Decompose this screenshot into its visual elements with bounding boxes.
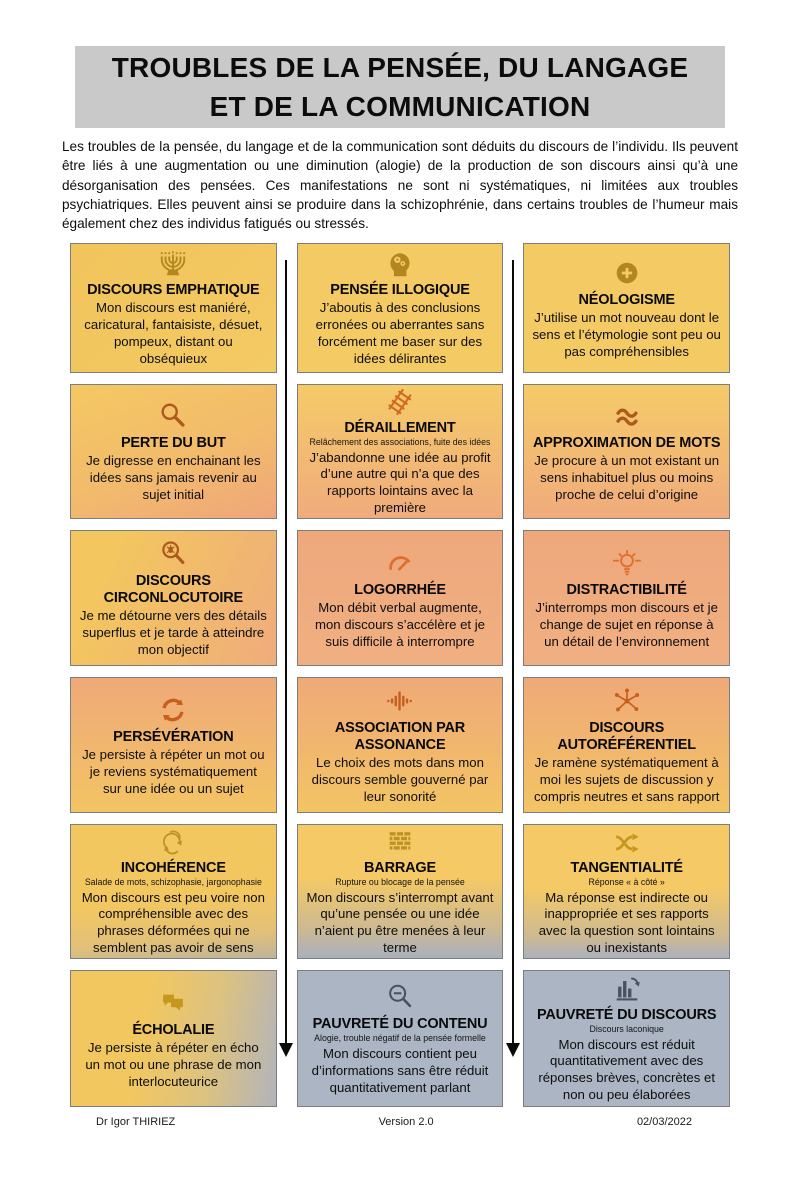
card-body: Je persiste à répéter un mot ou je reviens systématiquement sur une idée ou un sujet [82,746,265,796]
card-body: Mon discours est réduit quantitativement avec des réponses brèves, concrètes et non ou peu élaborées [538,1036,715,1103]
card-body: Mon débit verbal augmente, mon discours s’accélère et je suis difficile à interrompre [314,599,486,649]
footer-version: Version 2.0 [378,1116,434,1129]
card-body: J’interromps mon discours et je change de sujet en réponse à un détail de l’environnement [535,599,718,649]
card-title: APPROXIMATION DE MOTS [533,435,721,452]
card-discours-emphatique [70,243,277,373]
page-title-line2: ET DE LA COMMUNICATION [209,91,591,122]
card-body: J’utilise un mot nouveau dont le sens et l’étymologie sont peu ou pas compréhensibles [532,309,721,359]
magnifier-bug-icon [158,538,188,570]
card-association-par-assonance [297,677,504,813]
column-flow-arrow-left [285,260,288,1043]
card-logorrhee [297,530,504,666]
card-body: Je procure à un mot existant un sens inhabituel plus ou moins proche de celui d’origine [534,453,720,503]
card-pauvrete-du-discours [523,970,730,1107]
shuffle-arrows-icon [612,827,642,857]
card-title: DISCOURS CIRCONLOCUTOIRE [103,573,243,606]
card-body: J’abandonne une idée au profit d’une autre qui n’a que des rapports lointains avec la première [309,449,491,516]
card-incoherence [70,824,277,959]
card-title: DISCOURS AUTORÉFÉRENTIEL [557,720,696,753]
speech-bubbles-icon [158,987,188,1019]
card-title: ÉCHOLALIE [132,1022,215,1039]
card-subtitle: Salade de mots, schizophasie, jargonophasie [84,877,262,888]
card-subtitle: Rupture ou blocage de la pensée [335,877,465,888]
footer [70,1116,730,1128]
card-title: PERTE DU BUT [120,435,226,452]
card-tangentialite [523,824,730,959]
sync-arrows-icon [158,694,188,726]
card-pensee-illogique [297,243,504,373]
card-body: Mon discours est peu voire non compréhensible avec des phrases déformées qui ne semblent pas avoir de sens [81,889,265,956]
cards-grid-wrap [70,243,730,1107]
magnifier-minus-icon [385,981,415,1013]
head-gears-icon [385,249,415,279]
card-title: DÉRAILLEMENT [344,419,456,436]
card-body: Je persiste à répéter en écho un mot ou une phrase de mon interlocuteurice [85,1040,262,1090]
title-banner [75,46,725,128]
card-body: Je ramène systématiquement à moi les sujets de discussion y compris neutres et sans rapport [533,754,720,804]
card-title: PERSÉVÉRATION [113,728,234,745]
card-pauvrete-du-contenu [297,970,504,1107]
card-deraillement [297,384,504,519]
card-subtitle: Relâchement des associations, fuite des idées [309,437,491,448]
card-perseveration [70,677,277,813]
card-title: BARRAGE [364,859,436,876]
page-title-line1: TROUBLES DE LA PENSÉE, DU LANGAGE [111,52,689,83]
brick-wall-icon [385,827,415,857]
card-subtitle: Discours laconique [589,1024,664,1035]
card-title: TANGENTIALITÉ [570,859,683,876]
railroad-icon [385,387,415,417]
card-neologisme [523,243,730,373]
card-body: Le choix des mots dans mon discours semble gouverné par leur sonorité [311,754,489,804]
card-body: J’aboutis à des conclusions erronées ou aberrantes sans forcément me baser sur des idées délirantes [315,300,485,366]
card-body: Mon discours contient peu d’informations sans être réduit quantitativement parlant [311,1046,489,1095]
card-barrage [297,824,504,959]
declining-chart-icon [612,974,642,1004]
card-approximation-de-mots [523,384,730,519]
card-echolalie [70,970,277,1107]
card-perte-du-but [70,384,277,519]
column-flow-arrow-right [512,260,515,1043]
card-body: Je me détourne vers des détails superflus et je tarde à atteindre mon objectif [79,607,267,657]
card-body: Mon discours s’interrompt avant qu’une pensée ou une idée n’aient pu être menées à leur terme [306,889,494,956]
card-title: DISCOURS EMPHATIQUE [87,282,260,299]
poster-page [0,46,800,1178]
footer-author: Dr Igor THIRIEZ [96,1116,176,1129]
gauge-icon [385,547,415,579]
network-node-icon [612,685,642,717]
card-body: Ma réponse est indirecte ou inappropriée et ses rapports avec la question sont lointains ou inexistants [538,889,715,956]
footer-date: 02/03/2022 [636,1116,692,1129]
card-title: INCOHÉRENCE [120,859,226,876]
magnifier-icon [158,400,188,432]
card-discours-autoreferentiel [523,677,730,813]
plus-circle-icon [612,257,642,289]
card-title: PAUVRETÉ DU CONTENU [312,1016,488,1033]
card-title: PENSÉE ILLOGIQUE [330,282,470,299]
card-title: DISTRACTIBILITÉ [566,581,687,598]
menorah-icon [158,249,188,279]
intro-paragraph: Les troubles de la pensée, du langage et de la communication sont déduits du discours de l’individu. Ils peuvent être liés à une augmentation ou une diminution (alogie) de la production de son discours ainsi qu’à une désorganisation des pensées. Ces manifestations ne sont ni systématiques, ni limitées aux troubles psychiatriques. Elles peuvent ainsi se produire dans la schizophrénie, dans certains troubles de l’humeur mais également chez des individus fatigués ou stressés. [62,139,738,232]
cards-grid [70,243,730,1107]
card-distractibilite [523,530,730,666]
card-subtitle: Réponse « à côté » [588,877,665,888]
approx-equal-icon [612,400,642,432]
card-title: PAUVRETÉ DU DISCOURS [536,1006,717,1023]
card-body: Mon discours est maniéré, caricatural, fantaisiste, désuet, pompeux, distant ou obséquieux [84,300,263,366]
tangled-arrows-icon [158,827,188,857]
card-body: Je digresse en enchainant les idées sans jamais revenir au sujet initial [86,453,261,503]
card-discours-circonlocutoire [70,530,277,666]
lightbulb-icon [612,547,642,579]
waveform-icon [385,685,415,717]
card-title: NÉOLOGISME [578,291,675,308]
card-title: ASSOCIATION PAR ASSONANCE [334,720,466,753]
card-subtitle: Alogie, trouble négatif de la pensée formelle [314,1033,486,1044]
card-title: LOGORRHÉE [354,581,446,598]
